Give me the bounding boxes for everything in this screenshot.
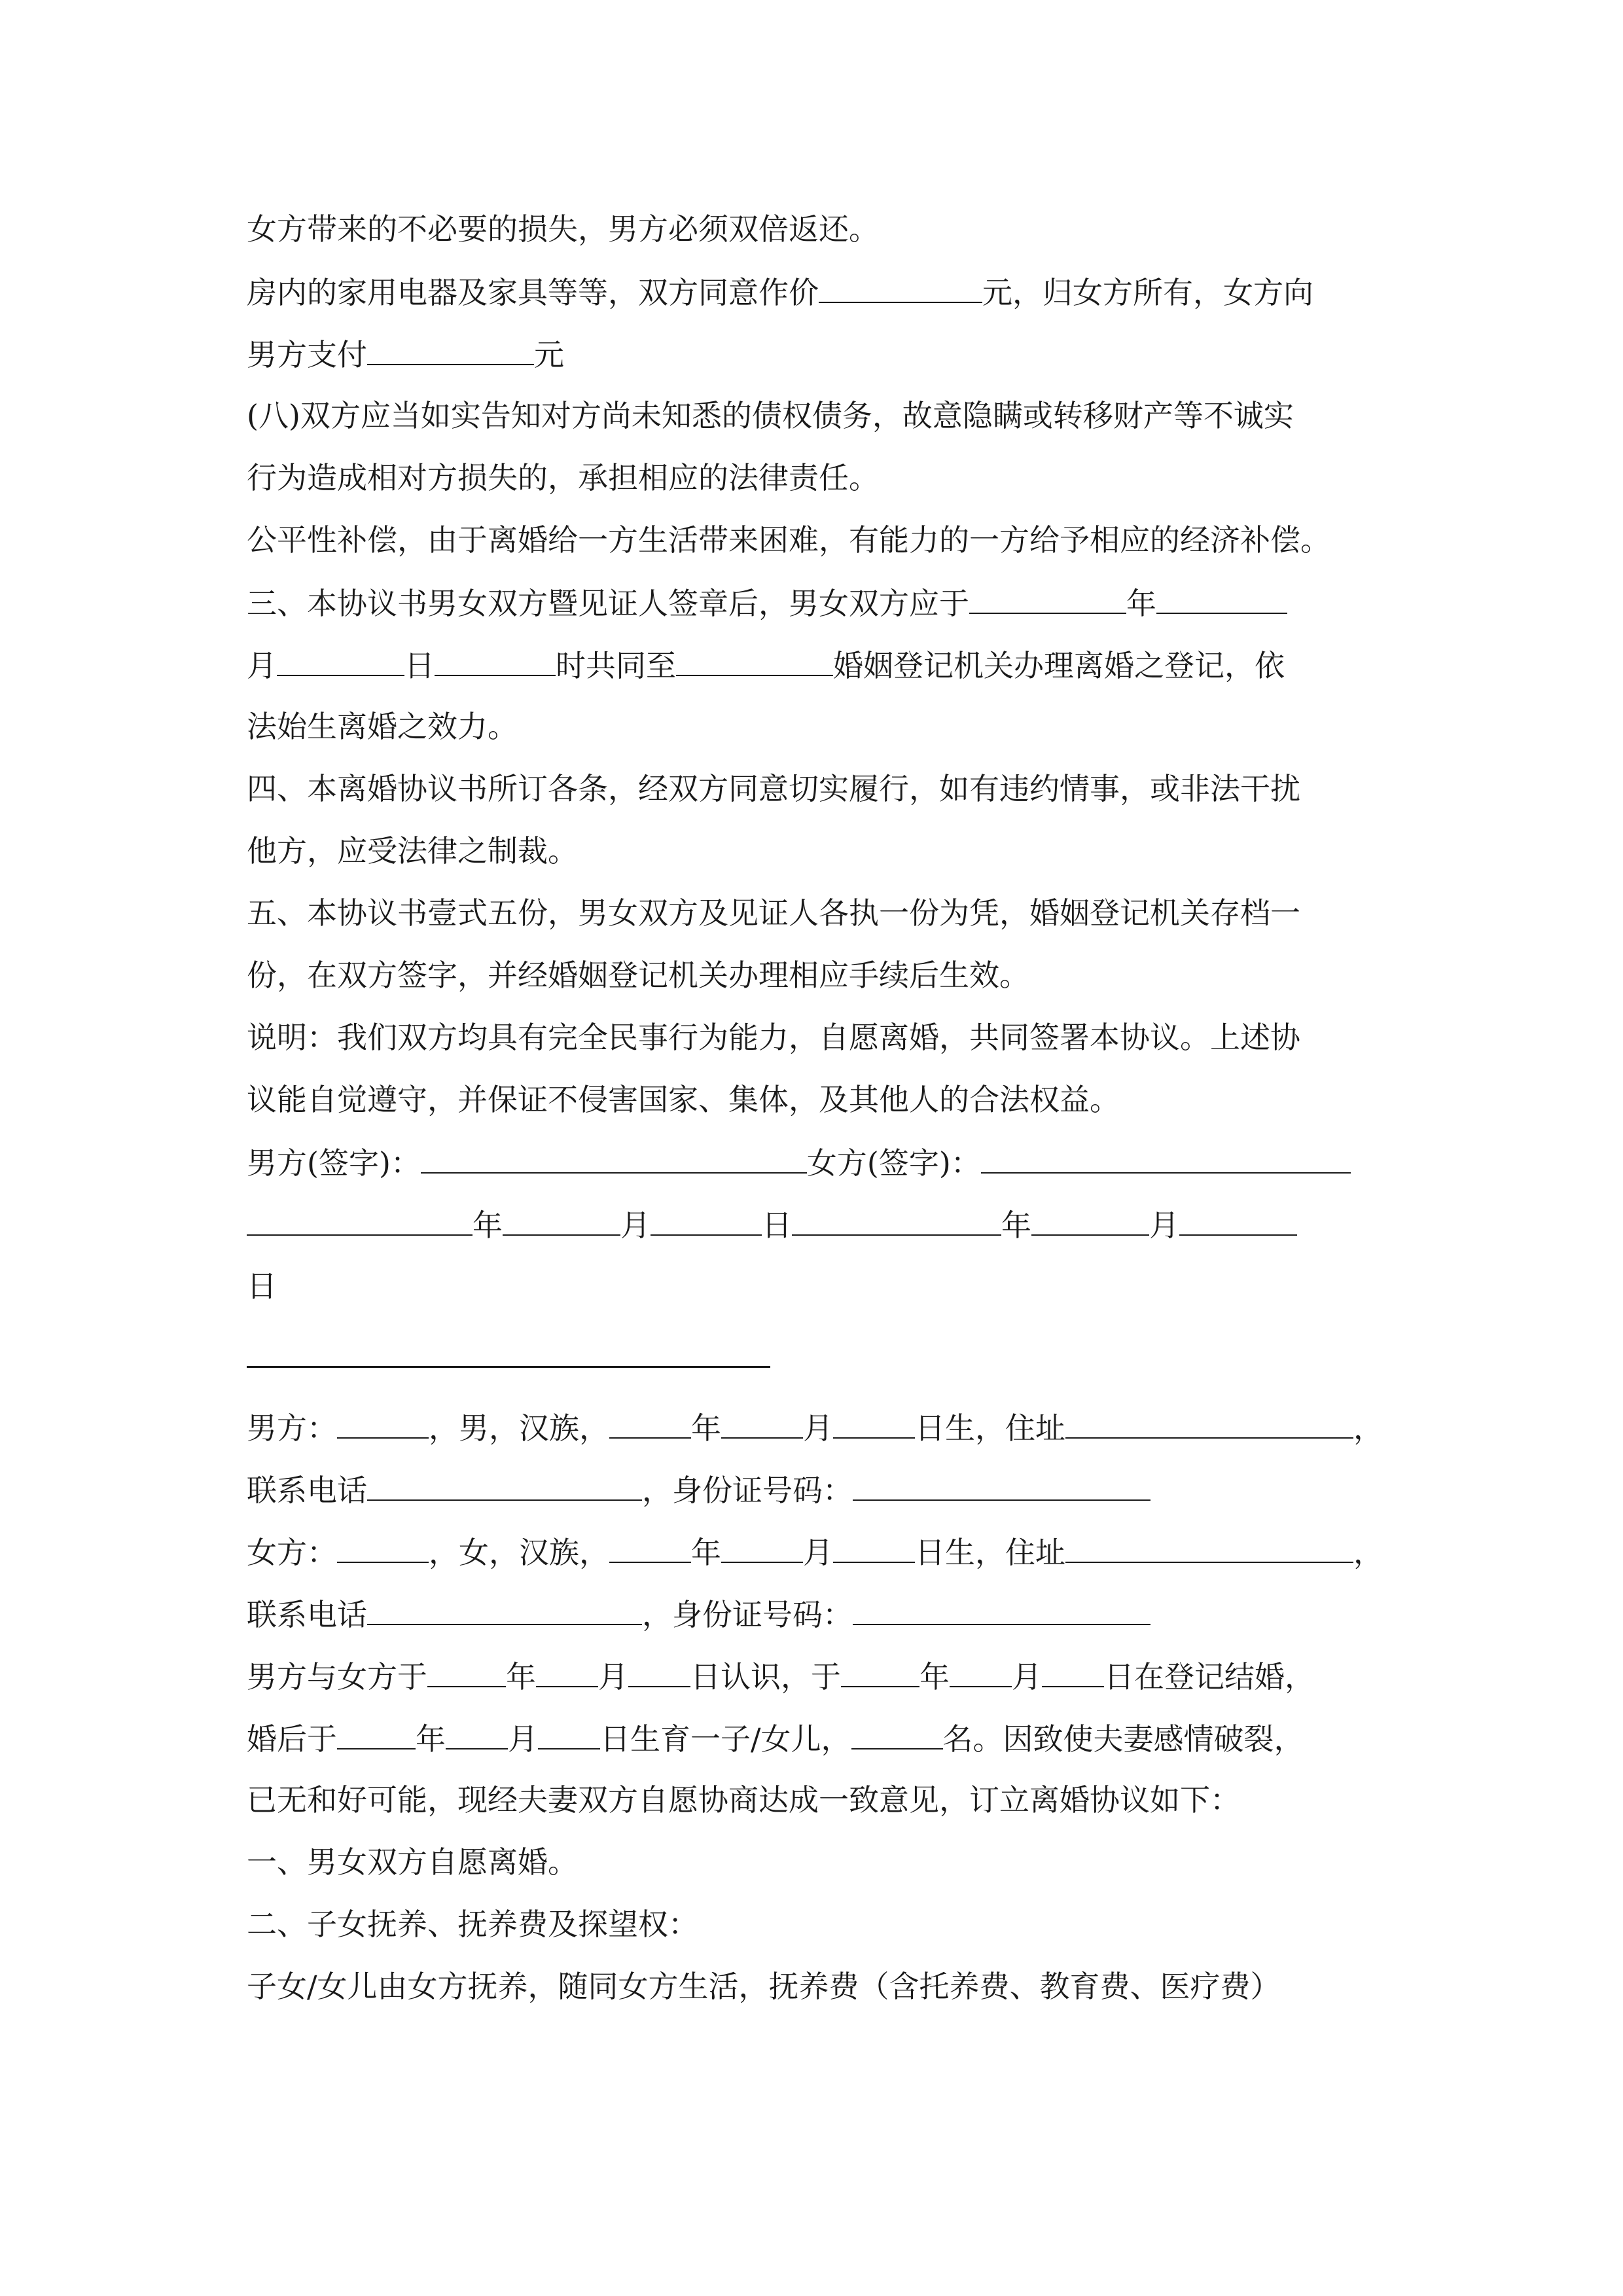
date-blank	[1179, 1204, 1297, 1236]
name-blank	[337, 1407, 429, 1439]
date-blank	[792, 1204, 1001, 1236]
month-blank	[446, 1718, 508, 1749]
month-blank	[536, 1656, 598, 1687]
child-name-blank	[851, 1718, 943, 1749]
month-blank	[1156, 583, 1287, 614]
text-line-6: 公平性补偿，由于离婚给一方生活带来困难，有能力的一方给予相应的经济补偿。	[247, 522, 1330, 558]
female-info-line: 女方： ，女，汉族， 年 月 日生，住址 ，	[247, 1532, 1385, 1572]
date-blank	[247, 1204, 473, 1236]
clause-1-heading: 一、男女双方自愿离婚。	[247, 1844, 578, 1880]
day-blank	[277, 645, 404, 676]
text-line-9: 法始生离婚之效力。	[247, 709, 518, 744]
phone-blank	[367, 1594, 642, 1625]
signature-date-line: 年 月 日 年 月	[247, 1204, 1385, 1245]
female-signature-blank	[981, 1142, 1351, 1174]
text-line-2: 房内的家用电器及家具等等，双方同意作价 元，归女方所有，女方向	[247, 272, 1385, 312]
month-blank	[721, 1407, 803, 1439]
day-blank	[628, 1656, 690, 1687]
marriage-line: 男方与女方于 年 月 日认识，于 年 月 日在登记结婚，	[247, 1656, 1385, 1696]
clause-2-heading: 二、子女抚养、抚养费及探望权：	[247, 1907, 698, 1942]
date-blank	[651, 1204, 762, 1236]
male-info-line: 男方： ，男，汉族， 年 月 日生，住址 ，	[247, 1407, 1385, 1448]
date-blank	[1031, 1204, 1149, 1236]
text-line-agreement: 已无和好可能，现经夫妻双方自愿协商达成一致意见，订立离婚协议如下：	[247, 1782, 1240, 1818]
month-blank	[950, 1656, 1012, 1687]
id-number-blank	[853, 1594, 1150, 1625]
text-line-4: (八)双方应当如实告知对方尚未知悉的债权债务，故意隐瞒或转移财产等不诚实	[247, 398, 1294, 433]
day-blank	[833, 1532, 915, 1563]
text-line-13: 份，在双方签字，并经婚姻登记机关办理相应手续后生效。	[247, 958, 1029, 993]
text-line-15: 议能自觉遵守，并保证不侵害国家、集体，及其他人的合法权益。	[247, 1082, 1120, 1117]
text-line-12: 五、本协议书壹式五份，男女双方及见证人各执一份为凭，婚姻登记机关存档一	[247, 895, 1300, 931]
day-blank	[538, 1718, 600, 1749]
day-blank	[1042, 1656, 1104, 1687]
text-line-custody: 子女/女儿由女方抚养，随同女方生活，抚养费（含托养费、教育费、医疗费）	[247, 1969, 1281, 2004]
month-blank	[721, 1532, 803, 1563]
text-line-1: 女方带来的不必要的损失，男方必须双倍返还。	[247, 211, 879, 247]
year-blank	[427, 1656, 506, 1687]
female-contact-line: 联系电话 ，身份证号码：	[247, 1594, 1385, 1634]
text-line-3: 男方支付 元	[247, 334, 1385, 374]
date-blank	[503, 1204, 620, 1236]
address-blank	[1065, 1532, 1353, 1563]
year-blank	[969, 583, 1126, 614]
year-blank	[841, 1656, 919, 1687]
year-blank	[609, 1407, 691, 1439]
phone-blank	[367, 1469, 642, 1501]
day-blank	[833, 1407, 915, 1439]
registry-blank	[676, 645, 833, 676]
year-blank	[609, 1532, 691, 1563]
text-line-8: 月 日 时共同至 婚姻登记机关办理离婚之登记，依	[247, 645, 1385, 685]
male-contact-line: 联系电话 ，身份证号码：	[247, 1469, 1385, 1510]
signature-line: 男方(签字)： 女方(签字)：	[247, 1142, 1385, 1183]
section-divider	[247, 1366, 770, 1368]
id-number-blank	[853, 1469, 1150, 1501]
hour-blank	[435, 645, 556, 676]
year-blank	[337, 1718, 416, 1749]
text-line-7: 三、本协议书男女双方暨见证人签章后，男女双方应于 年	[247, 583, 1385, 623]
address-blank	[1065, 1407, 1353, 1439]
text-line-11: 他方，应受法律之制裁。	[247, 833, 578, 869]
name-blank	[337, 1532, 429, 1563]
male-signature-blank	[421, 1142, 807, 1174]
text-line-day: 日	[247, 1268, 277, 1304]
payment-blank	[367, 334, 534, 365]
price-blank	[819, 272, 982, 303]
children-line: 婚后于 年 月 日生育一子/女儿， 名。因致使夫妻感情破裂，	[247, 1718, 1385, 1759]
text-line-5: 行为造成相对方损失的，承担相应的法律责任。	[247, 460, 879, 495]
text-line-14: 说明：我们双方均具有完全民事行为能力，自愿离婚，共同签署本协议。上述协	[247, 1020, 1300, 1055]
text-line-10: 四、本离婚协议书所订各条，经双方同意切实履行，如有违约情事，或非法干扰	[247, 771, 1300, 806]
